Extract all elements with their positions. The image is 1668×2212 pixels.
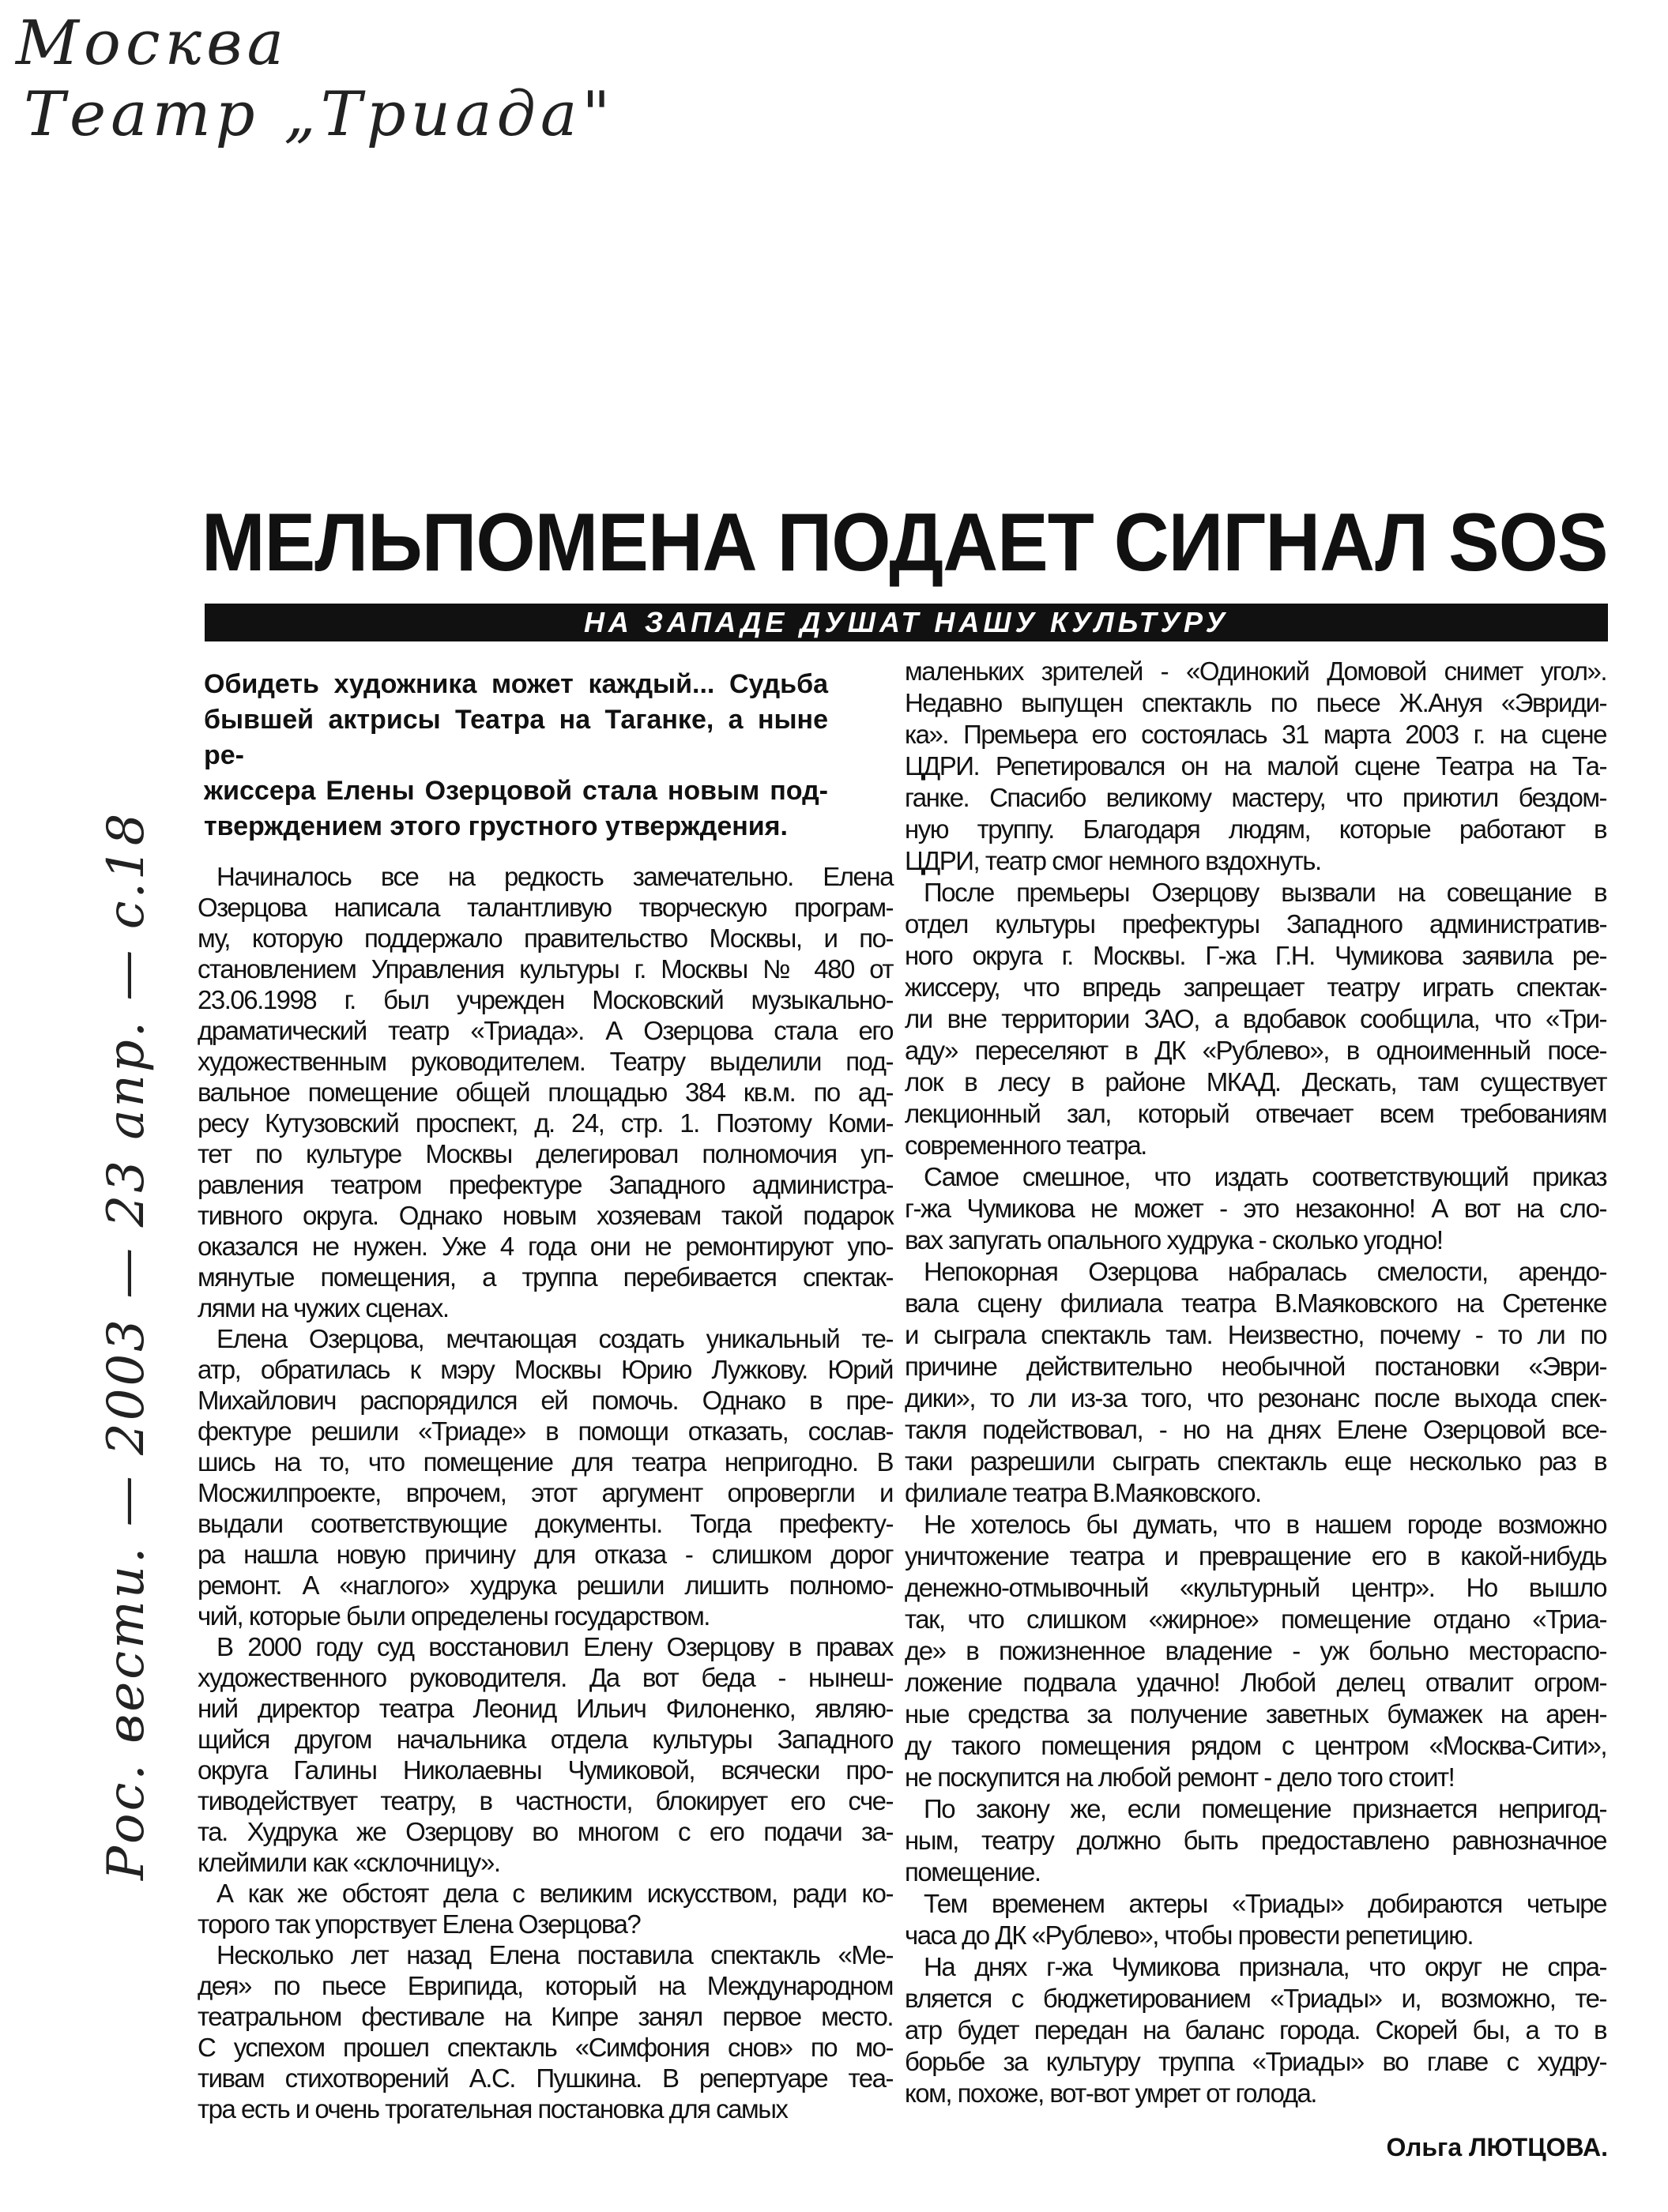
text-line: Не хотелось бы думать, что в нашем городе возможно: [924, 1510, 1606, 1539]
text-line: ганке. Спасибо великому мастеру, что приютил бездом-: [905, 783, 1606, 812]
lead-line: Обидеть художника может каждый... Судьба: [204, 669, 828, 699]
text-line: тра есть и очень трогательная постановка для самых: [198, 2094, 788, 2124]
text-line: ного округа г. Москвы. Г-жа Г.Н. Чумикова заявила ре-: [905, 941, 1606, 970]
paragraph: [198, 1939, 893, 2124]
text-line: По закону же, если помещение признается непригод-: [924, 1794, 1606, 1823]
text-line: тиводействует театру, в частности, блокирует его сче-: [198, 1786, 893, 1815]
text-line: ра нашла новую причину для отказа - слишком дорог: [198, 1540, 893, 1569]
byline: Ольга ЛЮТЦОВА.: [1386, 2133, 1608, 2161]
article-column-left: [198, 861, 893, 2124]
text-line: фектуре решили «Триаде» в помощи отказать, сослав-: [198, 1416, 893, 1446]
text-line: драматический театр «Триада». А Озерцова стала его: [198, 1016, 893, 1045]
text-line: оказался не нужен. Уже 4 года они не ремонтируют упо-: [198, 1232, 893, 1261]
text-line: атр будет передан на баланс города. Скорей бы, а то в: [905, 2015, 1606, 2045]
text-line: аду» переселяют в ДК «Рублево», в одноименный посе-: [905, 1036, 1606, 1065]
text-line: таки разрешили сыграть спектакль еще несколько раз в: [905, 1446, 1606, 1476]
text-line: Самое смешное, что издать соответствующий приказ: [924, 1162, 1606, 1191]
paragraph: [198, 861, 893, 1323]
text-line: филиале театра В.Маяковского.: [905, 1478, 1261, 1507]
text-line: жиссеру, что впредь запрещает театру играть спектак-: [905, 972, 1606, 1002]
text-line: ли вне территории ЗАО, а вдобавок сообщила, что «Три-: [905, 1004, 1606, 1033]
text-line: Несколько лет назад Елена поставила спектакль «Ме-: [217, 1940, 893, 1969]
text-line: шись на то, что помещение для театра непригодно. В: [198, 1447, 893, 1477]
text-line: отдел культуры префектуры Западного административ-: [905, 909, 1606, 939]
paragraph: [905, 1161, 1606, 1256]
lead-paragraph: [204, 667, 828, 845]
text-line: вах запугать опального худрука - сколько угодно!: [905, 1225, 1443, 1255]
text-line: лями на чужих сценах.: [198, 1293, 449, 1322]
text-line: ремонт. А «наглого» худрука решили лишить полномо-: [198, 1571, 893, 1600]
text-line: Елена Озерцова, мечтающая создать уникальный те-: [217, 1324, 893, 1353]
text-line: такля подействовал, - но на днях Елене Озерцовой все-: [905, 1415, 1606, 1444]
text-line: борьбе за культуру труппа «Триады» во главе с худру-: [905, 2047, 1606, 2076]
paragraph: [198, 1323, 893, 1631]
paragraph: [905, 1256, 1606, 1509]
text-line: чий, которые были определены государством.: [198, 1601, 710, 1631]
text-line: Михайлович распорядился ей помочь. Однако в пре-: [198, 1386, 893, 1415]
text-line: часа до ДК «Рублево», чтобы провести репетицию.: [905, 1920, 1474, 1950]
text-line: уничтожение театра и превращение его в какой-нибудь: [905, 1541, 1606, 1571]
text-line: ложение подвала удачно! Любой делец отвалит огром-: [905, 1668, 1606, 1697]
paragraph: [905, 1509, 1606, 1793]
text-line: г-жа Чумикова не может - это незаконно! А вот на сло-: [905, 1194, 1606, 1223]
text-line: На днях г-жа Чумикова признала, что округ не спра-: [924, 1952, 1606, 1981]
text-line: равления театром префектуре Западного администра-: [198, 1170, 893, 1199]
text-line: ду такого помещения рядом с центром «Москва-Сити»,: [905, 1731, 1606, 1760]
text-line: торого так упорствует Елена Озерцова?: [198, 1909, 641, 1939]
text-line: Недавно выпущен спектакль по пьесе Ж.Ануя «Эвриди-: [905, 688, 1606, 717]
text-line: и сыграла спектакль там. Неизвестно, почему - то ли по: [905, 1320, 1606, 1349]
text-line: ЦДРИ. Репетировался он на малой сцене Театра на Та-: [905, 751, 1606, 781]
text-line: вала сцену филиала театра В.Маяковского на Сретенке: [905, 1288, 1606, 1318]
handwritten-source-note: Рос. вести. — 2003 — 23 апр. — с.18: [97, 811, 156, 1880]
text-line: После премьеры Озерцову вызвали на совещание в: [924, 878, 1606, 907]
text-line: так, что слишком «жирное» помещение отдано «Триа-: [905, 1604, 1606, 1634]
text-line: ресу Кутузовский проспект, д. 24, стр. 1. Поэтому Коми-: [198, 1108, 893, 1138]
text-line: Тем временем актеры «Триады» добираются четыре: [924, 1889, 1606, 1918]
text-line: лекционный зал, который отвечает всем требованиям: [905, 1099, 1606, 1128]
text-line: тет по культуре Москвы делегировал полномочия уп-: [198, 1139, 893, 1168]
headline: МЕЛЬПОМЕНА ПОДАЕТ СИГНАЛ SOS: [201, 497, 1608, 589]
text-line: ка». Премьера его состоялась 31 марта 2003 г. на сцене: [905, 720, 1606, 749]
text-line: художественного руководителя. Да вот беда - нынеш-: [198, 1663, 893, 1692]
text-line: не поскупится на любой ремонт - дело того стоит!: [905, 1762, 1455, 1792]
lead-line: тверждением этого грустного утверждения.: [204, 811, 788, 841]
text-line: Начиналось все на редкость замечательно. Елена: [217, 862, 893, 891]
article-column-right: [905, 656, 1606, 2109]
handwritten-theatre: Театр „Триада": [24, 79, 616, 150]
text-line: тивам стихотворений А.С. Пушкина. В репертуаре теа-: [198, 2063, 893, 2093]
text-line: та. Худрука же Озерцову во многом с его подачи за-: [198, 1817, 893, 1846]
text-line: выдали соответствующие документы. Тогда префекту-: [198, 1509, 893, 1538]
paragraph: [905, 1951, 1606, 2109]
text-line: округа Галины Николаевны Чумиковой, всячески про-: [198, 1755, 893, 1785]
text-line: тивного округа. Однако новым хозяевам такой подарок: [198, 1201, 893, 1230]
subheadline-bar: НА ЗАПАДЕ ДУШАТ НАШУ КУЛЬТУРУ: [205, 604, 1608, 641]
lead-line: жиссера Елены Озерцовой стала новым под-: [204, 776, 828, 806]
text-line: клеймили как «склочницу».: [198, 1848, 500, 1877]
text-line: атр, обратилась к мэру Москвы Юрию Лужкову. Юрий: [198, 1355, 893, 1384]
text-line: Мосжилпроекте, впрочем, этот аргумент опровергли и: [198, 1478, 893, 1507]
paragraph: [198, 1878, 893, 1939]
text-line: В 2000 году суд восстановил Елену Озерцову в правах: [217, 1632, 893, 1661]
text-line: денежно-отмывочный «культурный центр». Но вышло: [905, 1573, 1606, 1602]
text-line: мянутые помещения, а труппа перебивается спектак-: [198, 1262, 893, 1292]
text-line: лок в лесу в районе МКАД. Дескать, там существует: [905, 1067, 1606, 1097]
text-line: вальное помещение общей площадью 384 кв.м. по ад-: [198, 1078, 893, 1107]
text-line: 23.06.1998 г. был учрежден Московский музыкально-: [198, 985, 893, 1014]
text-line: му, которую поддержало правительство Москвы, и по-: [198, 924, 893, 953]
paragraph: [905, 656, 1606, 877]
text-line: современного театра.: [905, 1130, 1147, 1160]
paragraph: [905, 877, 1606, 1161]
text-line: Озерцова написала талантливую творческую програм-: [198, 893, 893, 922]
text-line: ком, похоже, вот-вот умрет от голода.: [905, 2078, 1316, 2108]
text-line: А как же обстоят дела с великим искусством, ради ко-: [217, 1879, 893, 1908]
text-line: С успехом прошел спектакль «Симфония снов» по мо-: [198, 2033, 893, 2062]
handwritten-city: Москва: [16, 8, 288, 79]
text-line: причине действительно необычной постановки «Эври-: [905, 1352, 1606, 1381]
text-line: художественным руководителем. Театру выделили под-: [198, 1047, 893, 1076]
text-line: вляется с бюджетированием «Триады» и, возможно, те-: [905, 1984, 1606, 2013]
paragraph: [905, 1793, 1606, 1888]
text-line: ные средства за получение заветных бумажек на арен-: [905, 1699, 1606, 1729]
text-line: ЦДРИ, театр смог немного вздохнуть.: [905, 846, 1321, 875]
text-line: де» в пожизненное владение - уж больно местораспо-: [905, 1636, 1606, 1665]
text-line: становлением Управления культуры г. Москвы № 480 от: [198, 954, 893, 984]
text-line: дики», то ли из-за того, что резонанс после выхода спек-: [905, 1383, 1606, 1413]
lead-line: бывшей актрисы Театра на Таганке, а ныне ре-: [204, 705, 828, 770]
text-line: ную труппу. Благодаря людям, которые работают в: [905, 814, 1606, 844]
text-line: маленьких зрителей - «Одинокий Домовой снимет угол».: [905, 656, 1606, 686]
text-line: ний директор театра Леонид Ильич Филоненко, являю-: [198, 1694, 893, 1723]
text-line: дея» по пьесе Еврипида, который на Международном: [198, 1971, 893, 2000]
text-line: помещение.: [905, 1857, 1041, 1887]
text-line: ным, театру должно быть предоставлено равнозначное: [905, 1826, 1606, 1855]
text-line: щийся другом начальника отдела культуры Западного: [198, 1725, 893, 1754]
text-line: Непокорная Озерцова набралась смелости, арендо-: [924, 1257, 1606, 1286]
paragraph: [905, 1888, 1606, 1951]
paragraph: [198, 1631, 893, 1878]
text-line: театральном фестивале на Кипре занял первое место.: [198, 2002, 893, 2031]
